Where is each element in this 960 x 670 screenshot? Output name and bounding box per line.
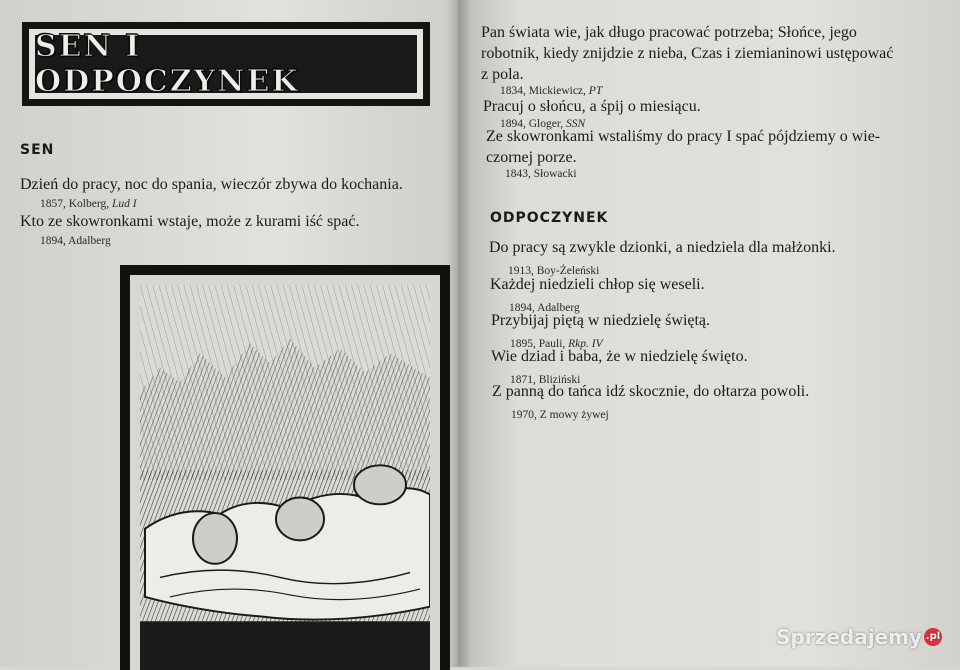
proverb-line: Dzień do pracy, noc do spania, wieczór zbywa do kochania. [20,176,403,193]
proverb-citation: 1970, Z mowy żywej [511,409,609,421]
proverb-line: Wie dziad i baba, że w niedzielę święto. [491,348,748,365]
proverb-line: robotnik, kiedy znijdzie z nieba, Czas i ziemianinowi ustępować [481,45,894,62]
proverb-line: Do pracy są zwykle dzionki, a niedziela dla małżonki. [489,239,836,256]
chapter-title: SEN I ODPOCZYNEK [35,29,300,99]
proverb-citation: 1894, Adalberg [509,302,580,314]
title-plate [35,29,417,99]
proverb-citation: 1857, Kolberg, Lud I [40,198,137,210]
proverb-line: z pola. [481,66,524,83]
proverb-line: Pracuj o słońcu, a śpij o miesiącu. [483,98,701,115]
proverb-citation: 1871, Bliziński [510,374,581,386]
proverb-citation: 1834, Mickiewicz, PT [500,85,603,97]
sprzedajemy-watermark [776,625,942,649]
proverb-line: czornej porze. [486,149,577,166]
proverb-line: Każdej niedzieli chłop się weseli. [490,276,705,293]
proverb-citation: 1913, Boy-Żeleński [508,265,600,277]
watermark-text: Sprzedajemy [776,625,922,649]
proverb-citation: 1895, Pauli, Rkp. IV [510,338,603,350]
proverb-line: Z panną do tańca idź skocznie, do ołtarza powoli. [492,383,810,400]
proverb-line: Przybijaj piętą w niedzielę świętą. [491,312,711,329]
section-heading-sen: SEN [20,142,55,158]
illustration-frame [120,265,450,670]
sleeping-figures-engraving [140,285,430,670]
proverb-citation: 1894, Adalberg [40,235,111,247]
proverb-citation: 1843, Słowacki [505,168,577,180]
proverb-line: Pan świata wie, jak długo pracować potrzeba; Słońce, jego [481,24,857,41]
proverb-citation: 1894, Gloger, SSN [500,118,586,130]
section-heading-odpoczynek: ODPOCZYNEK [490,210,609,226]
watermark-badge: .pl [924,628,942,646]
proverb-line: Kto ze skowronkami wstaje, może z kurami iść spać. [20,213,360,230]
title-frame [22,22,430,106]
proverb-line: Ze skowronkami wstaliśmy do pracy I spać pójdziemy o wie- [486,128,881,145]
